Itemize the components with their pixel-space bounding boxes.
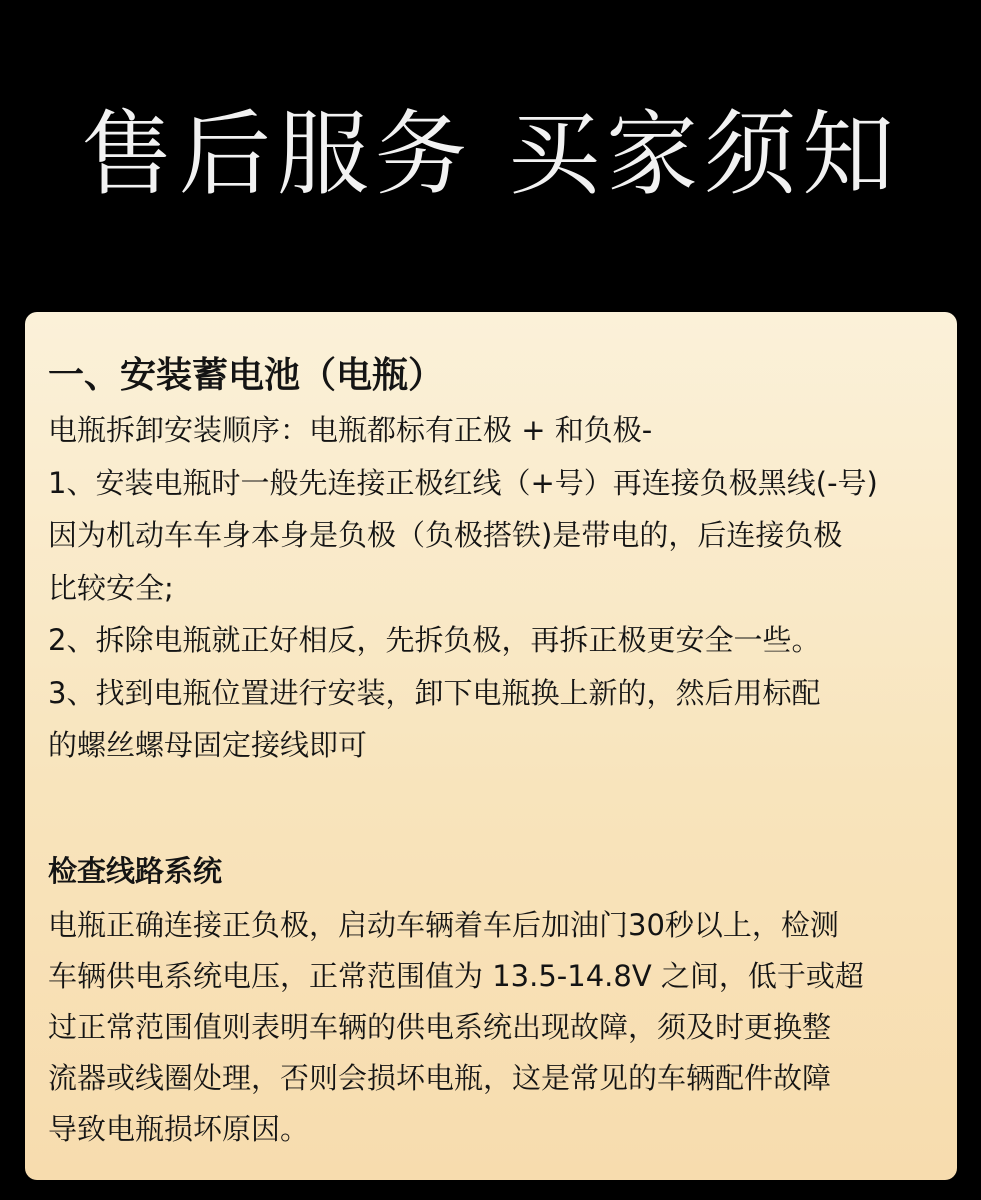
text-line: 2、拆除电瓶就正好相反，先拆负极，再拆正极更安全一些。: [48, 623, 821, 657]
text-line: 的螺丝螺母固定接线即可: [48, 728, 368, 762]
page-title: 售后服务 买家须知: [80, 101, 901, 208]
text-line: 车辆供电系统电压，正常范围值为 13.5-14.8V 之间，低于或超: [48, 958, 864, 993]
text-line: 导致电瓶损坏原因。: [48, 1111, 310, 1146]
text-line: 过正常范围值则表明车辆的供电系统出现故障，须及时更换整: [48, 1009, 832, 1044]
text-line: 3、找到电瓶位置进行安装，卸下电瓶换上新的，然后用标配: [48, 675, 821, 710]
text-line: 因为机动车车身本身是负极（负极搭铁)是带电的，后连接负极: [48, 518, 843, 552]
circuit-check-text: [48, 900, 935, 1155]
section-heading-battery-install: 一、安装蓄电池（电瓶）: [48, 355, 445, 396]
text-line: 比较安全;: [48, 570, 174, 605]
section-heading-circuit-check: 检查线路系统: [48, 853, 223, 888]
text-line: 1、安装电瓶时一般先连接正极红线（+号）再连接负极黑线(-号): [48, 465, 878, 500]
battery-install-text: [48, 404, 935, 772]
text-line: 电瓶拆卸安装顺序：电瓶都标有正极 + 和负极-: [48, 413, 653, 447]
notice-card: [25, 312, 957, 1180]
text-line: 流器或线圈处理，否则会损坏电瓶，这是常见的车辆配件故障: [48, 1060, 832, 1095]
text-line: 电瓶正确连接正负极，启动车辆着车后加油门30秒以上，检测: [48, 907, 839, 942]
